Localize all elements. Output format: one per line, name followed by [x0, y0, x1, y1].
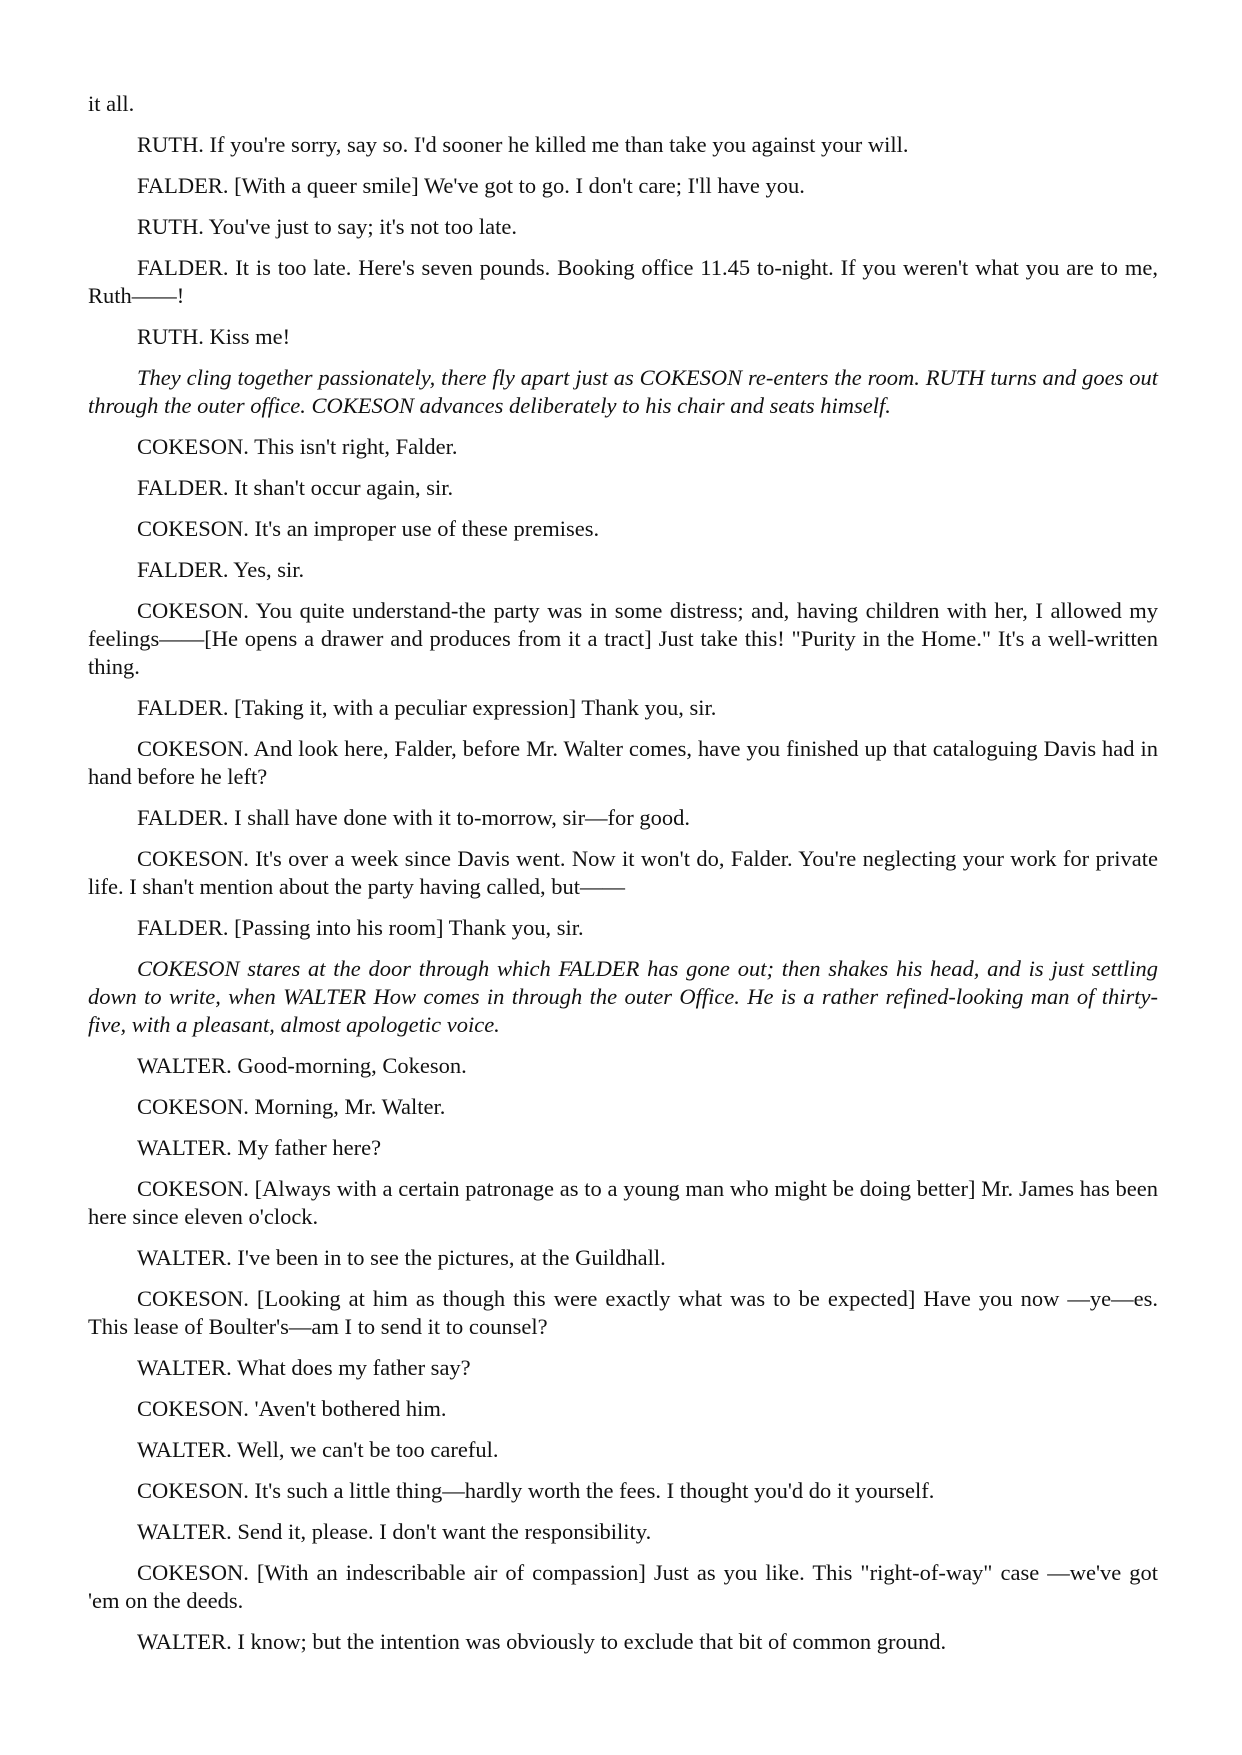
dialogue-paragraph: FALDER. I shall have done with it to-morrow, sir—for good.: [137, 805, 691, 830]
dialogue-paragraph: WALTER. What does my father say?: [137, 1355, 471, 1380]
dialogue-paragraph: RUTH. Kiss me!: [137, 324, 291, 349]
dialogue-paragraph: COKESON. [Looking at him as though this were exactly what was to be expected] Have you now —ye—es. This lease of Boulter's—am I to send it to counsel?: [88, 1286, 1158, 1339]
dialogue-paragraph: RUTH. If you're sorry, say so. I'd sooner he killed me than take you against your will.: [137, 132, 909, 157]
dialogue-paragraph: COKESON. [With an indescribable air of compassion] Just as you like. This "right-of-way" case —we've got 'em on the deeds.: [88, 1560, 1158, 1613]
dialogue-paragraph: WALTER. My father here?: [137, 1135, 382, 1160]
dialogue-paragraph: FALDER. It shan't occur again, sir.: [137, 475, 454, 500]
continuation-paragraph: it all.: [88, 91, 135, 116]
dialogue-paragraph: COKESON. It's an improper use of these premises.: [137, 516, 600, 541]
dialogue-paragraph: RUTH. You've just to say; it's not too late.: [137, 214, 517, 239]
dialogue-paragraph: COKESON. Morning, Mr. Walter.: [137, 1094, 446, 1119]
dialogue-paragraph: COKESON. It's such a little thing—hardly worth the fees. I thought you'd do it yourself.: [137, 1478, 935, 1503]
dialogue-paragraph: FALDER. Yes, sir.: [137, 557, 305, 582]
dialogue-paragraph: WALTER. Good-morning, Cokeson.: [137, 1053, 467, 1078]
stage-direction: COKESON stares at the door through which FALDER has gone out; then shakes his head, and is just settling down to write, when WALTER How comes in through the outer Office. He is a rather refined-looking man of thirty-five, with a pleasant, almost apologetic voice.: [88, 956, 1158, 1037]
dialogue-paragraph: WALTER. I know; but the intention was obviously to exclude that bit of common ground.: [137, 1629, 947, 1654]
dialogue-paragraph: WALTER. Well, we can't be too careful.: [137, 1437, 499, 1462]
dialogue-paragraph: FALDER. [Taking it, with a peculiar expression] Thank you, sir.: [137, 695, 717, 720]
dialogue-paragraph: FALDER. [Passing into his room] Thank you, sir.: [137, 915, 584, 940]
dialogue-paragraph: COKESON. [Always with a certain patronage as to a young man who might be doing better] Mr. James has been here since eleven o'clock.: [88, 1176, 1158, 1229]
document-page: [88, 90, 1158, 1669]
dialogue-paragraph: COKESON. 'Aven't bothered him.: [137, 1396, 447, 1421]
dialogue-paragraph: FALDER. [With a queer smile] We've got to go. I don't care; I'll have you.: [137, 173, 805, 198]
dialogue-paragraph: COKESON. You quite understand-the party was in some distress; and, having children with her, I allowed my feelings——[He opens a drawer and produces from it a tract] Just take this! "Purity in the Home." It's a well-written thing.: [88, 598, 1158, 679]
dialogue-paragraph: WALTER. Send it, please. I don't want the responsibility.: [137, 1519, 652, 1544]
dialogue-paragraph: COKESON. This isn't right, Falder.: [137, 434, 458, 459]
dialogue-paragraph: COKESON. It's over a week since Davis went. Now it won't do, Falder. You're neglecting your work for private life. I shan't mention about the party having called, but——: [88, 846, 1158, 899]
stage-direction: They cling together passionately, there fly apart just as COKESON re-enters the room. RUTH turns and goes out through the outer office. COKESON advances deliberately to his chair and seats himself.: [88, 365, 1158, 418]
dialogue-paragraph: WALTER. I've been in to see the pictures, at the Guildhall.: [137, 1245, 666, 1270]
dialogue-paragraph: FALDER. It is too late. Here's seven pounds. Booking office 11.45 to-night. If you weren't what you are to me, Ruth——!: [88, 255, 1158, 308]
dialogue-paragraph: COKESON. And look here, Falder, before Mr. Walter comes, have you finished up that cataloguing Davis had in hand before he left?: [88, 736, 1158, 789]
